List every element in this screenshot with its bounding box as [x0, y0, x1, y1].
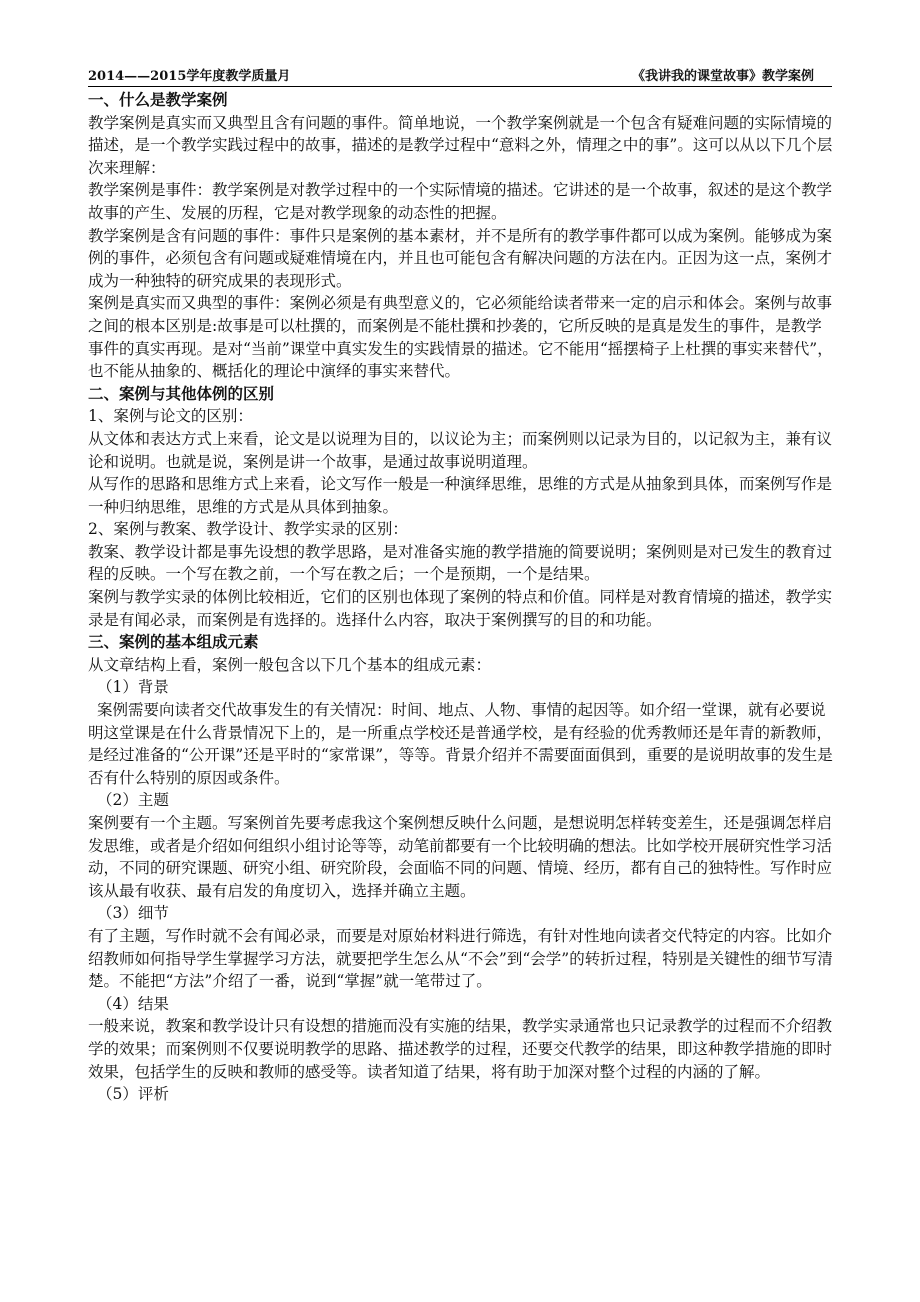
body-paragraph: 从文体和表达方式上来看，论文是以说理为目的，以议论为主；而案例则以记录为目的，以记叙为主，兼有议论和说明。也就是说，案例是讲一个故事，是通过故事说明道理。: [88, 429, 833, 471]
subsection-label: （2）主题: [97, 791, 169, 810]
body-paragraph: 从文章结构上看，案例一般包含以下几个基本的组成元素：: [88, 655, 492, 674]
body-paragraph: 教学案例是含有问题的事件：事件只是案例的基本素材，并不是所有的教学事件都可以成为案例。能够成为案例的事件，必须包含有问题或疑难情境在内，并且也可能包含有解决问题的方法在内。正因为这一点，案例才成为一种独特的研究成果的表现形式。: [88, 226, 833, 290]
header-right-title: 《我讲我的课堂故事》教学案例: [631, 69, 814, 84]
body-paragraph: 教案、教学设计都是事先设想的教学思路，是对准备实施的教学措施的简要说明；案例则是对已发生的教育过程的反映。一个写在教之前，一个写在教之后；一个是预期，一个是结果。: [88, 542, 833, 584]
header-left-title: 2014——2015学年度教学质量月: [88, 69, 291, 84]
subsection-label: （5）评析: [97, 1085, 169, 1104]
body-paragraph: 一般来说，教案和教学设计只有设想的措施而没有实施的结果，教学实录通常也只记录教学的过程而不介绍教学的效果；而案例则不仅要说明教学的思路、描述教学的过程，还要交代教学的结果，即这种教学措施的即时效果，包括学生的反映和教师的感受等。读者知道了结果，将有助于加深对整个过程的内涵的了解。: [88, 1017, 833, 1081]
subsection-label: （1）背景: [97, 678, 169, 697]
body-paragraph: 案例是真实而又典型的事件：案例必须是有典型意义的，它必须能给读者带来一定的启示和体会。案例与故事之间的根本区别是:故事是可以杜撰的，而案例是不能杜撰和抄袭的，它所反映的是真是发生的事件，是教学事件的真实再现。是对“当前”课堂中真实发生的实践情景的描述。它不能用“摇摆椅子上杜撰的事实来替代”，也不能从抽象的、概括化的理论中演绎的事实来替代。: [88, 294, 833, 381]
body-paragraph: 教学案例是事件：教学案例是对教学过程中的一个实际情境的描述。它讲述的是一个故事，叙述的是这个教学故事的产生、发展的历程，它是对教学现象的动态性的把握。: [88, 181, 833, 222]
body-paragraph: 案例需要向读者交代故事发生的有关情况：时间、地点、人物、事情的起因等。如介绍一堂课，就有必要说明这堂课是在什么背景情况下上的，是一所重点学校还是普通学校，是有经验的优秀教师还是年青的新教师，是经过准备的“公开课”还是平时的“家常课”，等等。背景介绍并不需要面面俱到，重要的是说明故事的发生是否有什么特别的原因或条件。: [88, 701, 833, 787]
document-body: [88, 89, 834, 1106]
body-paragraph: 从写作的思路和思维方式上来看，论文写作一般是一种演绎思维，思维的方式是从抽象到具体，而案例写作是一种归纳思维，思维的方式是从具体到抽象。: [88, 475, 833, 516]
page-header: [88, 66, 832, 87]
section-heading: 一、什么是教学案例: [88, 91, 228, 109]
body-paragraph: 1、案例与论文的区别：: [88, 407, 253, 426]
subsection-label: （3）细节: [97, 904, 169, 923]
subsection-label: （4）结果: [97, 994, 169, 1013]
body-paragraph: 有了主题，写作时就不会有闻必录，而要是对原始材料进行筛选，有针对性地向读者交代特定的内容。比如介绍教师如何指导学生掌握学习方法，就要把学生怎么从“不会”到“会学”的转折过程，特别是关键性的细节写清楚。不能把“方法”介绍了一番，说到“掌握”就一笔带过了。: [88, 926, 833, 991]
body-paragraph: 案例要有一个主题。写案例首先要考虑我这个案例想反映什么问题，是想说明怎样转变差生，还是强调怎样启发思维，或者是介绍如何组织小组讨论等等，动笔前都要有一个比较明确的想法。比如学校开展研究性学习活动，不同的研究课题、研究小组、研究阶段，会面临不同的问题、情境、经历，都有自己的独特性。写作时应该从最有收获、最有启发的角度切入，选择并确立主题。: [88, 814, 833, 900]
body-paragraph: 教学案例是真实而又典型且含有问题的事件。简单地说，一个教学案例就是一个包含有疑难问题的实际情境的描述，是一个教学实践过程中的故事，描述的是教学过程中“意料之外，情理之中的事”。这可以从以下几个层次来理解：: [88, 113, 833, 177]
body-paragraph: 2、案例与教案、教学设计、教学实录的区别：: [88, 520, 408, 539]
section-heading: 二、案例与其他体例的区别: [88, 384, 275, 403]
section-heading: 三、案例的基本组成元素: [88, 633, 259, 652]
body-paragraph: 案例与教学实录的体例比较相近，它们的区别也体现了案例的特点和价值。同样是对教育情境的描述，教学实录是有闻必录，而案例是有选择的。选择什么内容，取决于案例撰写的目的和功能。: [88, 588, 833, 629]
